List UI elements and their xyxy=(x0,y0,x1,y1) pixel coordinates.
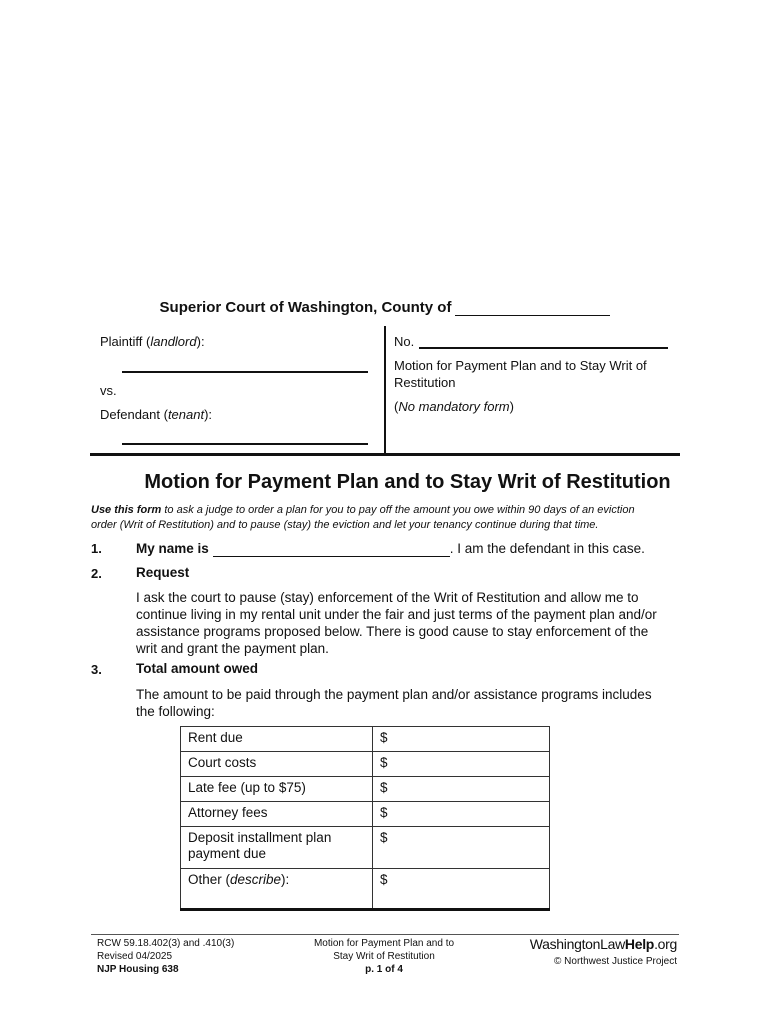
footer-left xyxy=(97,937,234,976)
footer-form-title-1: Motion for Payment Plan and to xyxy=(313,938,455,949)
caption-divider xyxy=(384,326,386,454)
other-amount[interactable]: $ xyxy=(373,869,550,911)
footer-right xyxy=(527,936,677,967)
other-label: Other (describe): xyxy=(181,869,373,911)
footer-form-title-2: Stay Writ of Restitution xyxy=(333,951,435,962)
revision-date: Revised 04/2025 xyxy=(97,951,173,962)
total-owed-paragraph: The amount to be paid through the payment plan and/or assistance programs includes the following: xyxy=(136,687,652,719)
case-number-label: No. xyxy=(394,334,415,349)
item-2-heading: Request xyxy=(136,565,190,580)
table-row xyxy=(181,802,550,827)
statute-reference: RCW 59.18.402(3) and .410(3) xyxy=(97,938,235,949)
item-3-heading: Total amount owed xyxy=(136,661,258,676)
plaintiff-name-line[interactable] xyxy=(122,371,368,373)
table-row xyxy=(181,752,550,777)
footer-rule xyxy=(91,934,679,935)
item-3-number: 3. xyxy=(91,662,102,677)
table-row xyxy=(181,827,550,869)
county-blank-line[interactable] xyxy=(455,301,610,316)
form-number: NJP Housing 638 xyxy=(97,964,179,975)
court-costs-amount[interactable]: $ xyxy=(373,752,550,777)
mandatory-form-note: (No mandatory form) xyxy=(394,399,514,414)
table-row xyxy=(181,777,550,802)
item-1-number: 1. xyxy=(91,541,102,556)
court-title: Superior Court of Washington, County of xyxy=(159,299,452,316)
defendant-label: Defendant (tenant): xyxy=(100,407,213,422)
court-heading xyxy=(0,299,770,316)
case-number-line[interactable] xyxy=(419,347,668,349)
amount-owed-table xyxy=(180,726,550,911)
washingtonlawhelp-logo: WashingtonLawHelp.org xyxy=(529,936,677,952)
defendant-name-blank[interactable] xyxy=(213,542,450,557)
table-bottom-rule xyxy=(180,908,550,911)
late-fee-label: Late fee (up to $75) xyxy=(181,777,373,802)
defendant-name-line[interactable] xyxy=(122,443,368,445)
deposit-installment-amount[interactable]: $ xyxy=(373,827,550,869)
request-paragraph: I ask the court to pause (stay) enforcement of the Writ of Restitution and allow me to continue living in my rental unit under the fair and just terms of the payment plan and/or assistance programs proposed below. There is good cause to stay enforcement of the writ and grant the payment plan. xyxy=(136,590,657,656)
attorney-fees-label: Attorney fees xyxy=(181,802,373,827)
deposit-installment-label: Deposit installment plan payment due xyxy=(181,827,373,869)
footer-center xyxy=(290,937,478,976)
page-number: p. 1 of 4 xyxy=(365,964,403,975)
plaintiff-label: Plaintiff (landlord): xyxy=(100,334,205,349)
caption-bottom-rule xyxy=(90,453,680,456)
court-costs-label: Court costs xyxy=(181,752,373,777)
copyright-notice: © Northwest Justice Project xyxy=(554,956,677,967)
case-caption xyxy=(90,326,680,454)
case-title: Motion for Payment Plan and to Stay Writ of Restitution xyxy=(394,358,647,390)
rent-due-amount[interactable]: $ xyxy=(373,727,550,752)
versus-label: vs. xyxy=(100,383,117,398)
intro-text: Use this form to ask a judge to order a plan for you to pay off the amount you owe within 90 days of an eviction order (Writ of Restitution) and to pause (stay) the eviction and let your tenancy continue during that time. xyxy=(91,504,635,531)
rent-due-label: Rent due xyxy=(181,727,373,752)
form-title: Motion for Payment Plan and to Stay Writ of Restitution xyxy=(144,471,671,493)
item-1-name-statement: My name is . I am the defendant in this case. xyxy=(136,541,645,556)
attorney-fees-amount[interactable]: $ xyxy=(373,802,550,827)
item-2-number: 2. xyxy=(91,566,102,581)
table-row xyxy=(181,727,550,752)
late-fee-amount[interactable]: $ xyxy=(373,777,550,802)
table-row xyxy=(181,869,550,911)
